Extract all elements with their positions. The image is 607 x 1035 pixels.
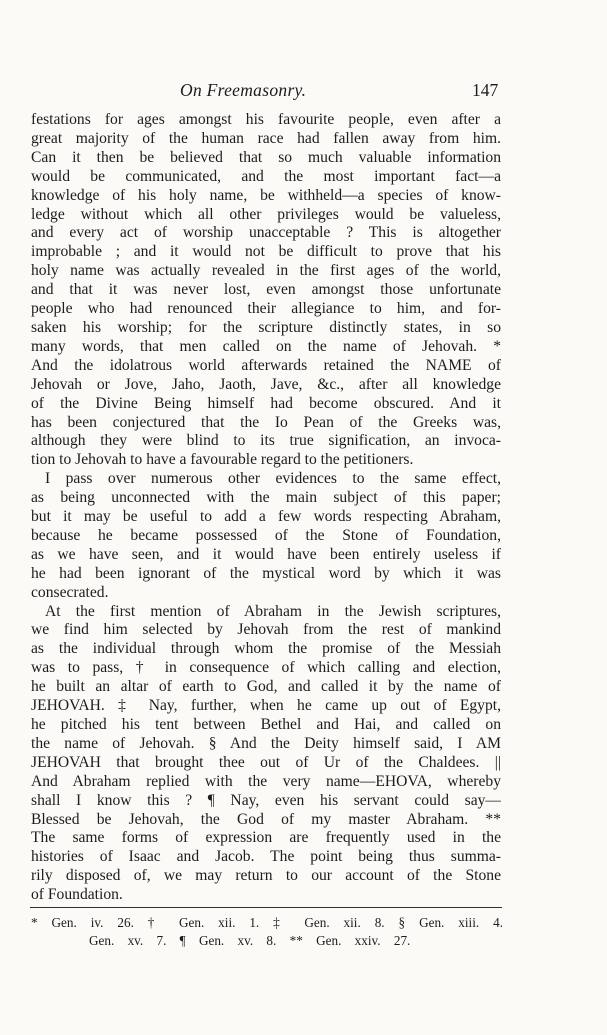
- text-line: JEHOVAH that brought thee out of Ur of the Chaldees. ||: [31, 753, 501, 771]
- text-line: as we have seen, and it would have been entirely useless if: [31, 545, 501, 563]
- text-line: festations for ages amongst his favourite people, even after a: [31, 111, 501, 128]
- text-line: was to pass, † in consequence of which calling and election,: [31, 659, 501, 677]
- text-line: has been conjectured that the Io Pean of the Greeks was,: [31, 413, 501, 431]
- text-line: saken his worship; for the scripture distinctly states, in so: [31, 318, 501, 336]
- text-line: Can it then be believed that so much valuable information: [31, 148, 501, 166]
- text-line: people who had renounced their allegiance to him, and for-: [31, 300, 501, 318]
- text-line: ledge without which all other privileges would be valueless,: [31, 205, 501, 223]
- text-line: of the Divine Being himself had become obscured. And it: [31, 394, 501, 412]
- text-line: as the individual through whom the promise of the Messiah: [31, 640, 501, 658]
- text-line: but it may be useful to add a few words respecting Abraham,: [31, 508, 501, 526]
- text-line: and every act of worship unacceptable ? This is altogether: [31, 224, 501, 242]
- text-line: he pitched his tent between Bethel and Hai, and called on: [31, 716, 501, 733]
- text-line: JEHOVAH. ‡ Nay, further, when he came up out of Egypt,: [31, 697, 501, 715]
- text-line: he built an altar of earth to God, and called it by the name of: [31, 678, 501, 696]
- body-text: [31, 111, 501, 905]
- text-line: Blessed be Jehovah, the God of my master Abraham. **: [31, 810, 501, 828]
- text-line: great majority of the human race had fallen away from him.: [31, 129, 501, 147]
- footnotes: [31, 914, 503, 950]
- page-number: 147: [472, 80, 499, 100]
- text-line: At the first mention of Abraham in the Jewish scriptures,: [45, 602, 501, 620]
- text-line: And the idolatrous world afterwards retained the NAME of: [31, 356, 501, 374]
- text-line: would be communicated, and the most important fact—a: [31, 167, 501, 185]
- text-line: because he became possessed of the Stone of Foundation,: [31, 526, 501, 544]
- text-line: histories of Isaac and Jacob. The point being thus summa-: [31, 848, 501, 866]
- text-line: shall I know this ? ¶ Nay, even his servant could say—: [31, 791, 501, 809]
- text-line: And Abraham replied with the very name—EHOVA, whereby: [31, 772, 501, 790]
- text-line: holy name was actually revealed in the first ages of the world,: [31, 262, 501, 280]
- text-line: The same forms of expression are frequently used in the: [31, 829, 501, 847]
- text-line: the name of Jehovah. § And the Deity himself said, I AM: [31, 734, 501, 752]
- text-line: consecrated.: [31, 583, 109, 601]
- text-line: knowledge of his holy name, be withheld—a species of know-: [31, 186, 501, 204]
- text-line: rily disposed of, we may return to our account of the Stone: [31, 867, 501, 885]
- footnote-line: * Gen. iv. 26. † Gen. xii. 1. ‡ Gen. xii. 8. § Gen. xiii. 4.: [31, 915, 503, 930]
- text-line: of Foundation.: [31, 886, 123, 904]
- footnote-divider: [30, 907, 502, 908]
- running-title: On Freemasonry.: [180, 80, 307, 100]
- text-line: I pass over numerous other evidences to the same effect,: [45, 470, 501, 488]
- footnote-line: Gen. xv. 7. ¶ Gen. xv. 8. ** Gen. xxiv. 27.: [89, 933, 411, 948]
- text-line: and that it was never lost, even amongst those unfortunate: [31, 281, 501, 299]
- page-header: [30, 80, 497, 102]
- text-line: improbable ; and it would not be difficult to prove that his: [31, 243, 501, 261]
- text-line: tion to Jehovah to have a favourable regard to the petitioners.: [31, 451, 414, 469]
- text-line: as being unconnected with the main subject of this paper;: [31, 489, 501, 507]
- text-line: we find him selected by Jehovah from the rest of mankind: [31, 621, 501, 639]
- text-line: Jehovah or Jove, Jaho, Jaoth, Jave, &c., after all knowledge: [31, 375, 501, 393]
- text-line: he had been ignorant of the mystical word by which it was: [31, 564, 501, 582]
- text-line: although they were blind to its true signification, an invoca-: [31, 432, 501, 450]
- text-line: many words, that men called on the name of Jehovah. *: [31, 337, 501, 355]
